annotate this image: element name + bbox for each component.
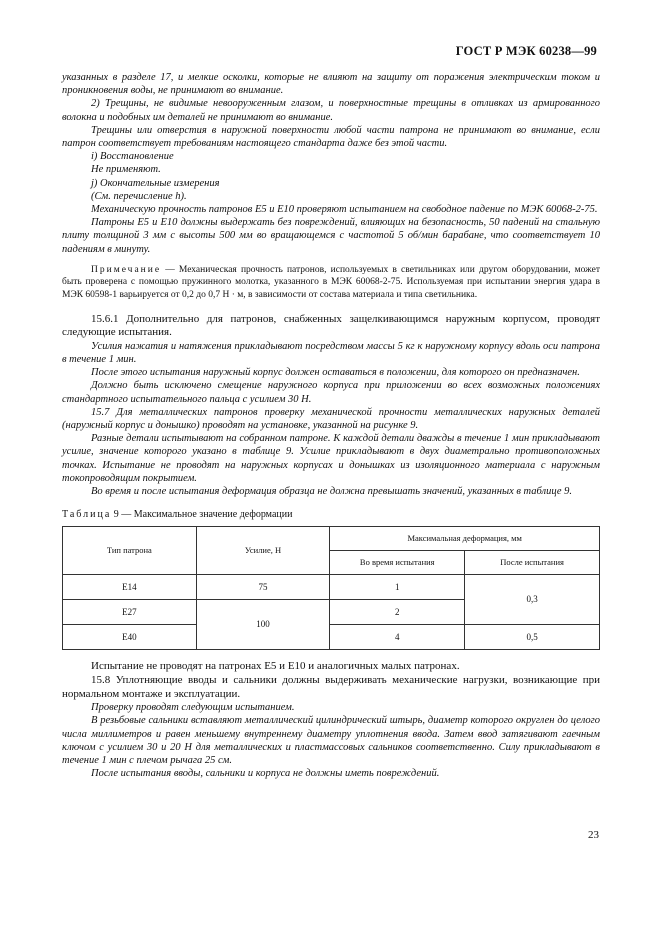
item-j-text: (См. перечисление h). — [91, 190, 187, 202]
table-caption — [62, 508, 600, 521]
header-after: После испытания — [465, 551, 600, 575]
item-j: j) Окончательные измерения — [91, 177, 220, 189]
table-row — [63, 625, 600, 650]
cell-during: 2 — [330, 600, 465, 625]
cell-force: 75 — [196, 575, 330, 600]
paragraph-drop-requirements: Патроны E5 и E10 должны выдержать без повреждений, влияющих на безопасность, 50 падений на стальную плиту толщиной 3 мм с высоты 500 мм во вращающемся с частотой 5 об/мин барабане, что соответствует 10 падениям в минуту. — [62, 217, 600, 255]
deformation-table — [62, 526, 600, 650]
item-i: i) Восстановление — [91, 151, 174, 163]
note-label: Примечание — [91, 264, 162, 275]
note-text: — Механическая прочность патронов, используемых в светильниках или другом оборудовании, может быть проверена с помощью пружинного молотка, указанного в МЭК 60068-2-75. Используемая при испытании энергия удара в МЭК 60598-1 варьируется от 0,2 до 0,7 Н · м, в зависимости от состава материала и типа светильника. — [62, 264, 600, 301]
paragraph-cracks: 2) Трещины, не видимые невооруженным глазом, и поверхностные трещины в отливках из армированного волокна и подобных им деталей не принимают во внимание. — [62, 98, 600, 123]
cell-after-merged: 0,3 — [465, 575, 600, 625]
paragraph-drop-test: Механическую прочность патронов E5 и E10 проверяют испытанием на свободное падение по МЭК 60068-2-75. — [91, 204, 598, 216]
section-15-8: 15.8 Уплотняющие вводы и сальники должны выдерживать механические нагрузки, возникающие при нормальном монтаже и эксплуатации. — [62, 674, 600, 700]
cell-after: 0,5 — [465, 625, 600, 650]
header-max-deformation: Максимальная деформация, мм — [330, 527, 600, 551]
page-body — [62, 71, 600, 780]
cell-type: E40 — [63, 625, 197, 650]
note — [62, 264, 600, 302]
header-during: Во время испытания — [330, 551, 465, 575]
section-15-6-1: 15.6.1 Дополнительно для патронов, снабженных защелкивающимся наружным корпусом, проводят следующие испытания. — [62, 312, 600, 339]
paragraph-test-procedure: Проверку проводят следующим испытанием. — [91, 702, 295, 714]
cell-during: 1 — [330, 575, 465, 600]
paragraph-push-pull: Усилия нажатия и натяжения прикладывают посредством массы 5 кг к наружному корпусу вдоль оси патрона в течение 1 мин. — [62, 340, 600, 366]
paragraph-after-test: После этого испытания наружный корпус должен оставаться в положении, для которого он предназначен. — [91, 367, 580, 379]
cell-type: E14 — [63, 575, 197, 600]
table-caption-label: Таблица — [62, 509, 112, 521]
paragraph-no-damage: После испытания вводы, сальники и корпуса не должны иметь повреждений. — [91, 768, 440, 780]
cell-during: 4 — [330, 625, 465, 650]
item-i-text: Не применяют. — [91, 164, 161, 176]
paragraph-not-tested: Испытание не проводят на патронах E5 и E10 и аналогичных малых патронах. — [91, 660, 460, 673]
paragraph-displacement: Должно быть исключено смещение наружного корпуса при приложении во всех возможных положениях стандартного испытательного пальца с усилием 30 Н. — [62, 380, 600, 405]
paragraph-glands-test: В резьбовые сальники вставляют металлический цилиндрический штырь, диаметр которого округлен до целого числа миллиметров и равен меньшему внутреннему диаметру уплотнения ввода. Затем ввод затягивают гаечным ключом с усилием 30 и 20 Н для металлических и пластмассовых сальников соответственно. Силу прикладывают в течение 1 мин с плечом рычага 25 см. — [62, 715, 600, 767]
cell-force-merged: 100 — [196, 600, 330, 650]
paragraph-holes: Трещины или отверстия в наружной поверхности любой части патрона не принимают во внимание, если патрон соответствует требованиям настоящего стандарта даже без этой части. — [62, 124, 600, 150]
header-force: Усилие, Н — [196, 527, 330, 575]
paragraph-deformation: Во время и после испытания деформация образца не должна превышать значений, указанных в таблице 9. — [91, 486, 573, 498]
cell-type: E27 — [63, 600, 197, 625]
document-header: ГОСТ Р МЭК 60238—99 — [455, 44, 597, 58]
table-caption-text: 9 — Максимальное значение деформации — [111, 509, 293, 521]
table-row — [63, 575, 600, 600]
paragraph-continuation: указанных в разделе 17, и мелкие осколки, которые не влияют на защиту от поражения электрическим током и проникновения воды, не принимают во внимание. — [62, 72, 600, 97]
paragraph-parts-test: Разные детали испытывают на собранном патроне. К каждой детали дважды в течение 1 мин прикладывают усилие, значение которого указано в таблице 9. Усилие прикладывают в двух диаметрально противоположных точках. Испытание не проводят на наружных корпусах и донышках из изоляционного материала с наружным токопроводящим покрытием. — [62, 433, 600, 484]
section-15-7: 15.7 Для металлических патронов проверку механической прочности металлических наружных деталей (наружный корпус и донышко) проводят на установке, указанной на рисунке 9. — [62, 406, 600, 432]
header-type: Тип патрона — [63, 527, 197, 575]
page-number: 23 — [588, 829, 599, 841]
